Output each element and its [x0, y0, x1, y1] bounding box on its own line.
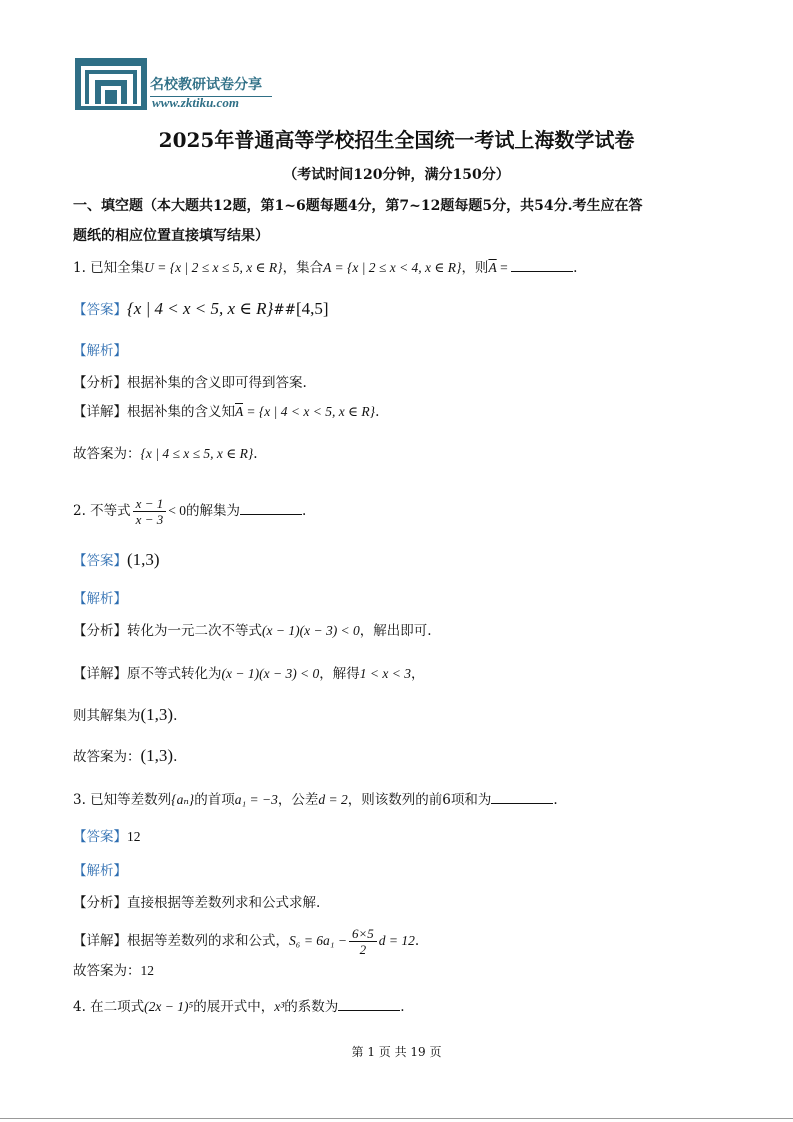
q3-xiangjie-pre: 根据等差数列的求和公式，: [127, 933, 289, 949]
xiangjie-tag: 【详解】: [73, 666, 127, 682]
q3-end: .: [553, 792, 558, 808]
q3-mid2: ，公差: [277, 792, 319, 808]
q1-fenxi-line: [73, 373, 307, 393]
xiangjie-tag: 【详解】: [73, 404, 127, 420]
q1-prefix: 1. 已知全集: [73, 260, 145, 276]
q2-fraction: [133, 496, 167, 527]
q2-prefix: 2. 不等式: [73, 503, 131, 519]
q1-xiangjie-line: [73, 402, 379, 422]
q1-end: .: [573, 260, 578, 276]
q1-suffix: ，则: [461, 260, 489, 276]
q3-answer-line: [73, 827, 141, 847]
q2-answer: (1,3): [127, 550, 160, 569]
q3-answer: 12: [127, 829, 141, 844]
q4-suffix: 的系数为: [284, 999, 339, 1015]
q1-final-pre: 故答案为：: [73, 446, 141, 462]
q4-answer-blank: [338, 998, 400, 1011]
q4-mid: 的展开式中，: [193, 999, 275, 1015]
q2-xiangjie-end: ，: [411, 666, 425, 682]
page-number: 第 1 页 共 19 页: [351, 1045, 442, 1059]
q2-answer-line: [73, 550, 160, 571]
q2-xiangjie-line: [73, 664, 425, 684]
q3-jiexi-line: [73, 861, 127, 881]
answer-tag: 【答案】: [73, 829, 127, 845]
q1-universal-set: U = {x | 2 ≤ x ≤ 5, x ∈ R}: [144, 260, 283, 275]
q2-fenxi-line: [73, 621, 432, 641]
q2-final-math: (1,3): [140, 746, 174, 765]
q2-frac-den: x − 3: [135, 512, 164, 527]
q2-frac-num: x − 1: [133, 496, 167, 512]
fenxi-tag: 【分析】: [73, 895, 127, 911]
logo-chinese-text: 名校教研试卷分享: [150, 77, 262, 93]
logo-icon: [75, 58, 147, 110]
answer-tag: 【答案】: [73, 553, 127, 569]
q2-final-end: .: [173, 749, 178, 765]
q2-final-line: [73, 746, 177, 767]
section-heading-line1: 一、填空题（本大题共12题，第1~6题每题4分，第7~12题每题5分，共54分.考生应在答: [73, 198, 643, 214]
q1-set-a: A = {x | 2 ≤ x < 4, x ∈ R}: [323, 260, 462, 275]
q3-final-math: 12: [140, 963, 154, 978]
q4-x3: x³: [274, 999, 285, 1014]
jiexi-tag: 【解析】: [73, 591, 127, 607]
q2-then-pre: 则其解集为: [73, 708, 141, 724]
q3-frac-den: 2: [359, 942, 367, 957]
page-subtitle: （考试时间120分钟，满分150分）: [283, 167, 510, 183]
q2-fenxi-end: ，解出即可.: [359, 623, 432, 639]
q1-xiangjie-end: .: [375, 404, 380, 420]
q2-answer-blank: [240, 502, 302, 515]
q4-prefix: 4. 在二项式: [73, 999, 145, 1015]
q3-mid3: ，则该数列的前6项和为: [347, 792, 492, 808]
q1-answer-blank: [511, 259, 573, 272]
q2-jiexi-line: [73, 589, 127, 609]
q1-final-line: [73, 444, 258, 464]
q3-final-line: [73, 961, 154, 981]
q3-s6-left: S₆ = 6a₁ −: [289, 933, 347, 948]
q1-fenxi: 根据补集的含义即可得到答案.: [127, 375, 307, 391]
q2-then-line: [73, 705, 177, 726]
q2-fenxi-math: (x − 1)(x − 3) < 0: [262, 623, 360, 638]
q4-binomial: (2x − 1)⁵: [144, 999, 194, 1014]
q2-final-pre: 故答案为：: [73, 749, 141, 765]
question-3: [73, 790, 558, 810]
logo-url: www.zktiku.com: [152, 95, 239, 110]
q1-xiangjie-pre: 根据补集的含义知: [127, 404, 235, 420]
q3-answer-blank: [491, 791, 553, 804]
q3-s6-right: d = 12: [378, 933, 415, 948]
q3-mid1: 的首项: [194, 792, 235, 808]
q3-xiangjie-line: [73, 924, 419, 958]
question-1: [73, 258, 577, 278]
q2-then-end: .: [173, 708, 178, 724]
q1-final-math: {x | 4 ≤ x ≤ 5, x ∈ R}: [140, 446, 254, 461]
q2-xiangjie-math: (x − 1)(x − 3) < 0: [221, 666, 320, 681]
q3-frac-num: 6×5: [349, 926, 377, 942]
q2-end: .: [301, 503, 307, 519]
xiangjie-tag: 【详解】: [73, 933, 127, 949]
q1-answer: {x | 4 < x < 5, x ∈ R}: [127, 299, 274, 318]
q3-fenxi: 直接根据等差数列求和公式求解.: [127, 895, 321, 911]
q3-xiangjie-end: .: [414, 933, 420, 949]
question-2: [73, 494, 306, 528]
q3-fenxi-line: [73, 893, 320, 913]
q1-answer-line: [73, 299, 329, 320]
jiexi-tag: 【解析】: [73, 863, 127, 879]
q1-equals: =: [496, 260, 512, 275]
page-title: 2025年普通高等学校招生全国统一考试上海数学试卷: [158, 128, 635, 152]
q1-mid: ，集合: [282, 260, 324, 276]
q2-xiangjie-pre: 原不等式转化为: [127, 666, 222, 682]
question-4: [73, 997, 405, 1017]
q1-xiangjie-abar: $\overline{A}$: [235, 404, 244, 419]
q1-answer-alt: [4,5]: [295, 299, 329, 318]
fenxi-tag: 【分析】: [73, 623, 127, 639]
q1-final-end: .: [253, 446, 258, 462]
jiexi-tag: 【解析】: [73, 343, 127, 359]
fenxi-tag: 【分析】: [73, 375, 127, 391]
q2-xiangjie-math2: 1 < x < 3: [359, 666, 412, 681]
q4-end: .: [400, 999, 405, 1015]
q3-final-pre: 故答案为：: [73, 963, 141, 979]
q1-jiexi-line: [73, 341, 127, 361]
section-heading-line2: 题纸的相应位置直接填写结果）: [73, 228, 269, 244]
q2-rel: < 0: [168, 503, 186, 518]
q1-xiangjie-math: = {x | 4 < x < 5, x ∈ R}: [243, 404, 376, 419]
q3-prefix: 3. 已知等差数列: [73, 792, 172, 808]
q3-sequence: {aₙ}: [171, 792, 195, 807]
q1-complement-a: $\overline{A}$: [488, 260, 497, 275]
page-bottom-edge: [0, 1118, 793, 1119]
q2-suffix: 的解集为: [185, 503, 240, 519]
q2-xiangjie-mid: ，解得: [319, 666, 360, 682]
q3-d: d = 2: [318, 792, 348, 807]
q2-then-math: (1,3): [140, 705, 174, 724]
q3-fraction: [349, 926, 377, 957]
q3-a1: a₁ = −3: [234, 792, 278, 807]
q1-answer-sep: ##: [273, 302, 296, 318]
answer-tag: 【答案】: [73, 302, 127, 318]
q2-fenxi-pre: 转化为一元二次不等式: [127, 623, 262, 639]
